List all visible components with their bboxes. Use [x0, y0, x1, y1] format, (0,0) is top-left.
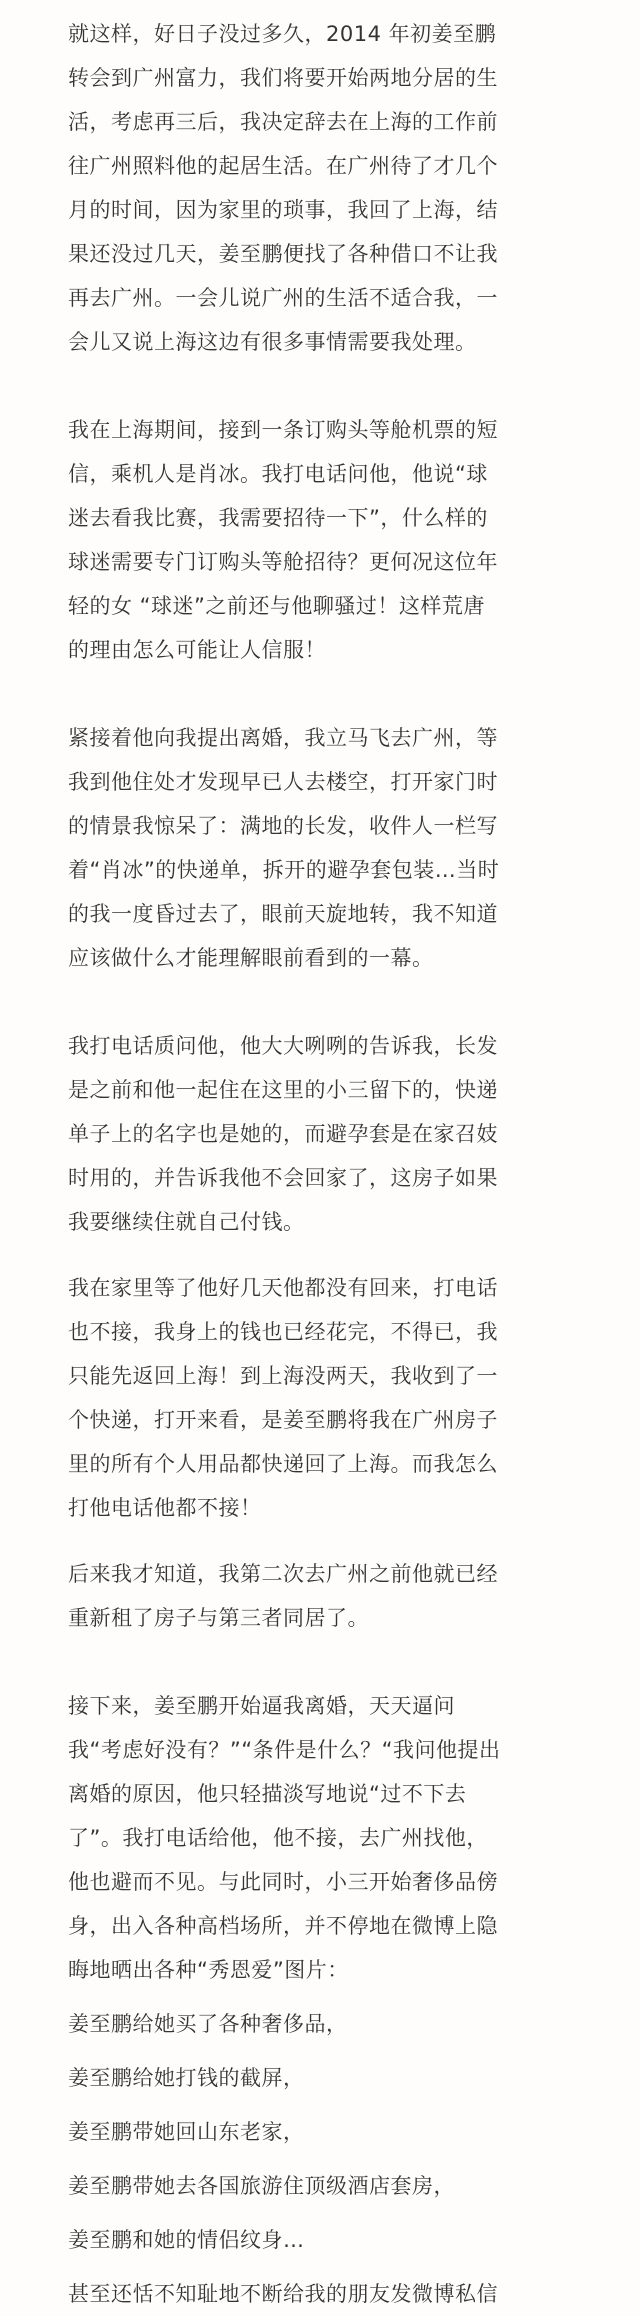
- text-line: 重新租了房子与第三者同居了。: [68, 1606, 369, 1630]
- paragraph-last: [68, 2272, 580, 2316]
- text-line: 是之前和他一起住在这里的小三留下的，快递: [68, 1078, 498, 1102]
- text-line: 球迷需要专门订购头等舱招待？更何况这位年: [68, 550, 498, 574]
- text-line: 往广州照料他的起居生活。在广州待了才几个: [68, 154, 498, 178]
- text-line: 也不接，我身上的钱也已经花完，不得已，我: [68, 1320, 498, 1344]
- list-item: [68, 2218, 580, 2262]
- text-line: 晦地晒出各种“秀恩爱”图片：: [68, 1958, 349, 1982]
- text-line: 单子上的名字也是她的，而避孕套是在家召妓: [68, 1122, 498, 1146]
- text-line: 就这样，好日子没过多久，2014 年初姜至鹏: [68, 22, 497, 46]
- list-item: [68, 2110, 580, 2154]
- list-item: [68, 2164, 580, 2208]
- text-line: 里的所有个人用品都快递回了上海。而我怎么: [68, 1452, 498, 1476]
- text-line: 我打电话质问他，他大大咧咧的告诉我，长发: [68, 1034, 498, 1058]
- text-line: 会儿又说上海这边有很多事情需要我处理。: [68, 330, 477, 354]
- text-line: 我在上海期间，接到一条订购头等舱机票的短: [68, 418, 498, 442]
- text-line: 身，出入各种高档场所，并不停地在微博上隐: [68, 1914, 498, 1938]
- text-line: 的我一度昏过去了，眼前天旋地转，我不知道: [68, 902, 498, 926]
- text-line: 姜至鹏带她回山东老家，: [68, 2120, 305, 2144]
- text-line: 姜至鹏带她去各国旅游住顶级酒店套房，: [68, 2174, 455, 2198]
- text-line: 个快递，打开来看，是姜至鹏将我在广州房子: [68, 1408, 498, 1432]
- text-line: 轻的女 “球迷”之前还与他聊骚过！这样荒唐: [68, 594, 485, 618]
- text-line: 了”。我打电话给他，他不接，去广州找他，: [68, 1826, 488, 1850]
- text-line: 紧接着他向我提出离婚，我立马飞去广州，等: [68, 726, 498, 750]
- text-line: 后来我才知道，我第二次去广州之前他就已经: [68, 1562, 498, 1586]
- text-line: 月的时间，因为家里的琐事，我回了上海，结: [68, 198, 498, 222]
- paragraph-1: [68, 12, 580, 364]
- paragraph-5: [68, 1266, 580, 1530]
- list-item: [68, 2056, 580, 2100]
- paragraph-6: [68, 1552, 580, 1640]
- text-line: 姜至鹏给她买了各种奢侈品，: [68, 2012, 348, 2036]
- paragraph-7: [68, 1684, 580, 1992]
- list-item: [68, 2002, 580, 2046]
- text-line: 我到他住处才发现早已人去楼空，打开家门时: [68, 770, 498, 794]
- text-line: 他也避而不见。与此同时，小三开始奢侈品傍: [68, 1870, 498, 1894]
- text-line: 姜至鹏给她打钱的截屏，: [68, 2066, 305, 2090]
- text-line: 着“肖冰”的快递单，拆开的避孕套包装…当时: [68, 858, 500, 882]
- text-line: 活，考虑再三后，我决定辞去在上海的工作前: [68, 110, 498, 134]
- text-line: 打他电话他都不接！: [68, 1496, 262, 1520]
- text-line: 我在家里等了他好几天他都没有回来，打电话: [68, 1276, 498, 1300]
- text-line: 接下来，姜至鹏开始逼我离婚，天天逼问: [68, 1694, 455, 1718]
- text-line: 果还没过几天，姜至鹏便找了各种借口不让我: [68, 242, 498, 266]
- text-line: 应该做什么才能理解眼前看到的一幕。: [68, 946, 434, 970]
- paragraph-4: [68, 1024, 580, 1244]
- text-line: 时用的，并告诉我他不会回家了，这房子如果: [68, 1166, 498, 1190]
- text-line: 的理由怎么可能让人信服！: [68, 638, 326, 662]
- text-line: 离婚的原因，他只轻描淡写地说“过不下去: [68, 1782, 467, 1806]
- text-line: 迷去看我比赛，我需要招待一下”，什么样的: [68, 506, 488, 530]
- text-line: 转会到广州富力，我们将要开始两地分居的生: [68, 66, 498, 90]
- text-line: 姜至鹏和她的情侣纹身…: [68, 2228, 305, 2252]
- text-line: 的情景我惊呆了：满地的长发，收件人一栏写: [68, 814, 498, 838]
- text-line: 信，乘机人是肖冰。我打电话问他，他说“球: [68, 462, 488, 486]
- paragraph-3: [68, 716, 580, 980]
- text-line: 只能先返回上海！到上海没两天，我收到了一: [68, 1364, 498, 1388]
- text-line: 我“考虑好没有？”“条件是什么？“我问他提出: [68, 1738, 501, 1762]
- paragraph-2: [68, 408, 580, 672]
- text-line: 甚至还恬不知耻地不断给我的朋友发微博私信: [68, 2282, 498, 2306]
- text-line: 我要继续住就自己付钱。: [68, 1210, 305, 1234]
- text-line: 再去广州。一会儿说广州的生活不适合我，一: [68, 286, 498, 310]
